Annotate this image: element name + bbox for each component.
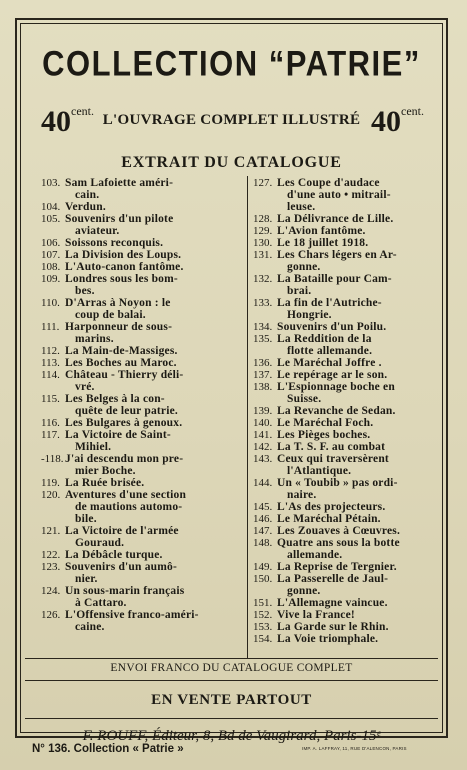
catalog-entry-number: 110. <box>41 297 60 309</box>
catalog-entry <box>253 321 463 333</box>
catalog-entry-title <box>277 501 463 513</box>
catalog-entry-title <box>277 513 463 525</box>
catalog-entry-line: Les Coupe d'audace <box>277 177 380 189</box>
catalog-entry-line: La Reddition de la <box>277 333 372 345</box>
catalog-entry-line: L'Offensive franco-améri- <box>65 609 199 621</box>
catalog-entry-line: aviateur. <box>75 225 120 237</box>
catalog-entry <box>41 321 244 345</box>
catalog-entry-number: 109. <box>41 273 61 285</box>
catalog-entry-title <box>277 537 463 561</box>
catalog-entry <box>253 249 463 273</box>
catalog-entry-title <box>277 297 463 321</box>
catalog-entry <box>41 417 244 429</box>
catalog-entry-line: La Délivrance de Lille. <box>277 213 394 225</box>
catalog-entry-line: La T. S. F. au combat <box>277 441 386 453</box>
catalog-entry-number: 119. <box>41 477 60 489</box>
price-left-value: 40 <box>41 105 71 138</box>
catalog-entry <box>41 525 244 549</box>
catalog-entry-line: d'une auto • mitrail- <box>287 189 391 201</box>
catalog-entry-number: 121. <box>41 525 61 537</box>
divider-line <box>25 680 438 681</box>
catalog-entry-title <box>65 585 244 609</box>
catalog-entry-title <box>277 357 463 369</box>
catalog-entry-line: D'Arras à Noyon : le <box>65 297 171 309</box>
catalog-entry-line: Soissons reconquis. <box>65 237 164 249</box>
catalog-entry-title <box>277 225 463 237</box>
catalog-entry-number: -118. <box>41 453 64 465</box>
catalog-entry-title <box>65 297 244 321</box>
catalog-entry-line: de mautions automo- <box>75 501 183 513</box>
footer-number: N° 136. Collection « Patrie » <box>32 743 184 755</box>
catalog-entry-title <box>65 237 244 249</box>
catalog-entry-number: 122. <box>41 549 61 561</box>
catalog-entry-title <box>65 261 244 273</box>
catalog-entry-line: Souvenirs d'un Poilu. <box>277 321 387 333</box>
catalog-entry <box>253 597 463 609</box>
catalog-entry <box>41 453 244 477</box>
price-left-unit: cent. <box>71 104 94 118</box>
catalog-entry-line: L'Avion fantôme. <box>277 225 366 237</box>
catalog-entry <box>41 429 244 453</box>
price-right-unit: cent. <box>401 104 424 118</box>
catalog-entry-number: 137. <box>253 369 273 381</box>
catalog-entry-line: La Reprise de Tergnier. <box>277 561 397 573</box>
divider-line <box>25 658 438 659</box>
catalog-entry-line: Hongrie. <box>287 309 332 321</box>
catalog-entry-line: Les Chars légers en Ar- <box>277 249 397 261</box>
catalog-entry-title <box>65 417 244 429</box>
catalog-entry <box>253 609 463 621</box>
catalog-entry-title <box>65 369 244 393</box>
catalog-entry-line: Mihiel. <box>75 441 112 453</box>
catalog-entry <box>253 417 463 429</box>
catalog-entry-number: 134. <box>253 321 273 333</box>
catalog-entry-line: La Bataille pour Cam- <box>277 273 392 285</box>
catalog-entry <box>41 549 244 561</box>
catalog-entry-title <box>277 405 463 417</box>
catalog-entry-number: 131. <box>253 249 273 261</box>
catalog-entry-line: Les Belges à la con- <box>65 393 165 405</box>
catalog-entry-number: 133. <box>253 297 273 309</box>
catalog-entry-line: flotte allemande. <box>287 345 373 357</box>
catalog-entry-number: 117. <box>41 429 60 441</box>
catalog-entry-title <box>65 609 244 633</box>
catalog-entry-number: 132. <box>253 273 273 285</box>
catalog-entry-number: 138. <box>253 381 273 393</box>
catalog-entry-line: Gouraud. <box>75 537 125 549</box>
catalog-entry-number: 116. <box>41 417 60 429</box>
catalog-entry-line: bile. <box>75 513 97 525</box>
catalog-entry-number: 135. <box>253 333 273 345</box>
catalog-entry-number: 142. <box>253 441 273 453</box>
catalog-entry-number: 129. <box>253 225 273 237</box>
catalog-entry-title <box>65 213 244 237</box>
catalog-entry <box>253 561 463 573</box>
catalog-entry-number: 145. <box>253 501 273 513</box>
catalog-entry-number: 105. <box>41 213 61 225</box>
catalog-entry-line: La Victoire de l'armée <box>65 525 179 537</box>
catalog-entry <box>253 441 463 453</box>
catalog-entry-line: L'Espionnage boche en <box>277 381 395 393</box>
catalog-entry-line: à Cattaro. <box>75 597 127 609</box>
page-frame <box>15 18 448 744</box>
catalog-entry-number: 147. <box>253 525 273 537</box>
catalog-entry-line: La fin de l'Autriche- <box>277 297 382 309</box>
catalog-entry-line: Quatre ans sous la botte <box>277 537 400 549</box>
catalog-entry-number: 104. <box>41 201 61 213</box>
catalog-entry-line: coup de balai. <box>75 309 146 321</box>
catalog-entry-line: La Main-de-Massiges. <box>65 345 178 357</box>
catalog-entry-line: leuse. <box>287 201 316 213</box>
catalog-entry <box>253 237 463 249</box>
catalog-entry-line: L'As des projecteurs. <box>277 501 386 513</box>
catalog-entry <box>253 369 463 381</box>
catalog-entry-number: 115. <box>41 393 60 405</box>
catalog-entry <box>253 633 463 645</box>
catalog-entry <box>41 213 244 237</box>
catalog-entry-line: J'ai descendu mon pre- <box>65 453 184 465</box>
catalog-entry <box>41 585 244 609</box>
catalog-entry-line: gonne. <box>287 261 321 273</box>
catalog-entry-line: Le repérage ar le son. <box>277 369 388 381</box>
catalog-entry-number: 151. <box>253 597 273 609</box>
catalog-entry-number: 140. <box>253 417 273 429</box>
catalog-entry-line: Le Maréchal Joffre . <box>277 357 382 369</box>
column-divider <box>247 176 248 659</box>
catalog-entry-title <box>65 549 244 561</box>
catalog-left-column <box>41 177 244 633</box>
catalog-entry <box>253 333 463 357</box>
publisher-line: F. ROUFF, Éditeur, 8, Bd de Vaugirard, Paris-15ᵉ <box>82 728 381 744</box>
catalog-entry-number: 136. <box>253 357 273 369</box>
catalog-entry-line: Londres sous les bom- <box>65 273 178 285</box>
catalog-entry-title <box>65 345 244 357</box>
catalog-entry-line: Le Maréchal Pétain. <box>277 513 381 525</box>
catalog-entry-title <box>277 213 463 225</box>
catalog-entry-number: 154. <box>253 633 273 645</box>
catalog-entry-title <box>277 633 463 645</box>
catalog-entry <box>41 273 244 297</box>
catalog-entry <box>253 213 463 225</box>
catalog-entry-title <box>65 273 244 297</box>
catalog-entry-title <box>277 441 463 453</box>
subtitle: L'OUVRAGE COMPLET ILLUSTRÉ <box>102 112 361 128</box>
catalog-entry-line: vré. <box>75 381 95 393</box>
catalog-entry <box>41 393 244 417</box>
catalog-entry-line: La Voie triomphale. <box>277 633 379 645</box>
catalog-entry-title <box>277 417 463 429</box>
catalog-entry-title <box>277 333 463 357</box>
catalog-entry-number: 123. <box>41 561 61 573</box>
catalog-entry-number: 143. <box>253 453 273 465</box>
catalog-entry-line: Château - Thierry déli- <box>65 369 184 381</box>
catalog-entry-line: brai. <box>287 285 312 297</box>
catalog-entry <box>41 477 244 489</box>
catalog-entry-number: 103. <box>41 177 61 189</box>
catalog-entry-line: allemande. <box>287 549 343 561</box>
catalog-entry-line: Le Maréchal Foch. <box>277 417 374 429</box>
catalog-entry-line: Vive la France! <box>277 609 355 621</box>
catalog-entry-number: 146. <box>253 513 273 525</box>
catalog-entry-title <box>277 369 463 381</box>
catalog-entry-title <box>65 561 244 585</box>
catalog-right-column <box>253 177 463 645</box>
catalog-entry-line: Un sous-marin français <box>65 585 185 597</box>
catalog-entry-line: Souvenirs d'un aumô- <box>65 561 178 573</box>
catalog-entry-line: L'Auto-canon fantôme. <box>65 261 184 273</box>
catalog-entry-line: marins. <box>75 333 114 345</box>
catalog-entry-number: 128. <box>253 213 273 225</box>
catalog-entry-line: mier Boche. <box>75 465 136 477</box>
envoi-text: ENVOI FRANCO DU CATALOGUE COMPLET <box>110 662 353 674</box>
catalog-entry-line: Souvenirs d'un pilote <box>65 213 174 225</box>
catalog-entry-line: gonne. <box>287 585 321 597</box>
catalog-entry-title <box>65 201 244 213</box>
catalog-entry-number: 144. <box>253 477 273 489</box>
catalog-entry-title <box>277 525 463 537</box>
vente-text: EN VENTE PARTOUT <box>151 692 312 708</box>
catalog-entry-line: naire. <box>287 489 317 501</box>
catalog-entry-line: Sam Lafoiette améri- <box>65 177 174 189</box>
catalog-entry <box>41 237 244 249</box>
catalog-entry-number: 127. <box>253 177 273 189</box>
catalog-entry <box>41 201 244 213</box>
catalog-entry-number: 149. <box>253 561 273 573</box>
catalog-entry-title <box>277 429 463 441</box>
catalog-entry <box>253 177 463 213</box>
catalog-entry-title <box>277 621 463 633</box>
catalog-entry-line: Harponneur de sous- <box>65 321 173 333</box>
catalog-entry-title <box>65 525 244 549</box>
catalog-entry-number: 126. <box>41 609 61 621</box>
catalog-entry-number: 111. <box>41 321 60 333</box>
catalog-entry-number: 120. <box>41 489 61 501</box>
catalog-entry <box>41 177 244 201</box>
catalog-entry <box>253 453 463 477</box>
catalog-entry <box>41 261 244 273</box>
catalog-entry-line: La Débâcle turque. <box>65 549 163 561</box>
inner-frame <box>20 23 443 744</box>
catalog-entry-title <box>65 357 244 369</box>
catalog-entry-title <box>65 321 244 345</box>
catalog-entry-number: 107. <box>41 249 61 261</box>
catalog-entry-line: cain. <box>75 189 100 201</box>
catalog-entry-line: Un « Toubib » pas ordi- <box>277 477 398 489</box>
catalog-entry-title <box>277 609 463 621</box>
catalog-entry-number: 141. <box>253 429 273 441</box>
catalog-entry-line: Les Bulgares à genoux. <box>65 417 183 429</box>
collection-title: COLLECTION “PATRIE” <box>42 43 421 84</box>
printer-credit: IMP. A. LAFFRAY, 11, RUE D'ALENCON, PARIS <box>302 746 407 751</box>
catalog-entry <box>253 477 463 501</box>
catalog-entry <box>253 621 463 633</box>
catalog-entry-line: l'Atlantique. <box>287 465 352 477</box>
catalog-entry-title <box>277 273 463 297</box>
catalog-entry-number: 124. <box>41 585 61 597</box>
catalog-entry-number: 108. <box>41 261 61 273</box>
catalog-entry-number: 152. <box>253 609 273 621</box>
catalog-entry <box>253 297 463 321</box>
catalog-entry-line: caine. <box>75 621 105 633</box>
catalog-entry-line: Aventures d'une section <box>65 489 187 501</box>
catalog-entry-title <box>277 573 463 597</box>
catalog-entry-number: 148. <box>253 537 273 549</box>
catalog-entry <box>41 345 244 357</box>
catalog-entry <box>253 525 463 537</box>
catalog-entry-line: La Ruée brisée. <box>65 477 145 489</box>
catalog-entry-line: Le 18 juillet 1918. <box>277 237 369 249</box>
catalog-entry-number: 153. <box>253 621 273 633</box>
catalog-entry-number: 139. <box>253 405 273 417</box>
catalog-entry-line: Les Boches au Maroc. <box>65 357 177 369</box>
catalog-entry-line: La Garde sur le Rhin. <box>277 621 389 633</box>
catalog-entry <box>41 297 244 321</box>
catalog-entry <box>253 513 463 525</box>
catalog-entry <box>41 357 244 369</box>
catalog-entry <box>253 225 463 237</box>
catalog-entry-title <box>65 393 244 417</box>
catalog-entry <box>41 369 244 393</box>
catalog-entry-number: 130. <box>253 237 273 249</box>
catalog-entry-title <box>65 477 244 489</box>
catalog-entry-line: La Victoire de Saint- <box>65 429 171 441</box>
catalog-entry-title <box>277 249 463 273</box>
catalog-entry <box>253 405 463 417</box>
catalog-entry-title <box>65 429 244 453</box>
divider-line <box>25 718 438 719</box>
catalog-entry-line: La Division des Loups. <box>65 249 182 261</box>
catalog-entry <box>41 561 244 585</box>
catalog-entry-number: 106. <box>41 237 61 249</box>
catalog-entry <box>253 537 463 561</box>
catalog-entry-line: La Revanche de Sedan. <box>277 405 396 417</box>
catalog-entry-number: 114. <box>41 369 60 381</box>
catalog-entry-line: L'Allemagne vaincue. <box>277 597 388 609</box>
catalog-entry-number: 113. <box>41 357 60 369</box>
catalog-entry-title <box>277 381 463 405</box>
catalog-entry-line: Suisse. <box>287 393 322 405</box>
catalog-entry-title <box>277 597 463 609</box>
catalog-entry <box>253 501 463 513</box>
catalog-entry-line: nier. <box>75 573 98 585</box>
catalog-entry <box>253 429 463 441</box>
catalog-entry-title <box>277 453 463 477</box>
catalog-entry-title <box>65 177 244 201</box>
catalog-entry-title <box>277 561 463 573</box>
catalog-entry <box>41 489 244 525</box>
catalog-entry-line: Les Pièges boches. <box>277 429 371 441</box>
catalog-entry-number: 150. <box>253 573 273 585</box>
catalog-entry <box>253 273 463 297</box>
catalog-entry-title <box>277 321 463 333</box>
catalog-entry-title <box>277 177 463 213</box>
catalog-entry <box>41 609 244 633</box>
catalog-entry <box>41 249 244 261</box>
catalog-entry-title <box>65 249 244 261</box>
catalog-entry-line: La Passerelle de Jaul- <box>277 573 389 585</box>
catalog-entry <box>253 357 463 369</box>
price-right <box>371 104 424 139</box>
catalog-entry-title <box>277 477 463 501</box>
price-right-value: 40 <box>371 105 401 138</box>
catalog-entry-line: Les Zouaves à Cœuvres. <box>277 525 401 537</box>
catalog-entry-title <box>277 237 463 249</box>
catalog-entry <box>253 573 463 597</box>
catalog-entry-title <box>65 453 244 477</box>
catalog-title: EXTRAIT DU CATALOGUE <box>121 154 342 171</box>
catalog-entry-title <box>65 489 244 525</box>
catalog-entry-number: 112. <box>41 345 60 357</box>
catalog-entry-line: quête de leur patrie. <box>75 405 178 417</box>
catalog-entry-line: Ceux qui traversèrent <box>277 453 389 465</box>
catalog-entry-line: Verdun. <box>65 201 106 213</box>
catalog-entry-line: bes. <box>75 285 95 297</box>
catalog-entry <box>253 381 463 405</box>
